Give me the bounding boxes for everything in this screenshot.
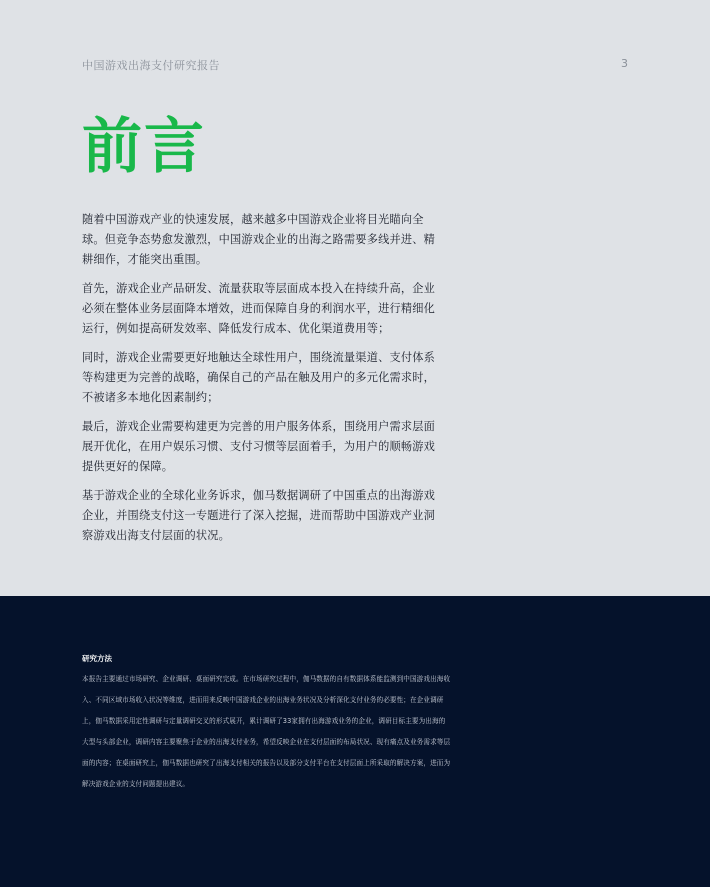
- preface-body: [82, 210, 442, 555]
- paragraph-5: 基于游戏企业的全球化业务诉求，伽马数据调研了中国重点的出海游戏企业，并围绕支付这一专题进行了深入挖掘，进而帮助中国游戏产业洞察游戏出海支付层面的状况。: [82, 489, 436, 542]
- research-method-section: [0, 596, 710, 887]
- report-title: 中国游戏出海支付研究报告: [82, 59, 220, 72]
- paragraph-2: 首先，游戏企业产品研发、流量获取等层面成本投入在持续升高，企业必须在整体业务层面降本增效，进而保障自身的利润水平，进行精细化运行，例如提高研发效率、降低发行成本、优化渠道费用等；: [82, 282, 436, 335]
- preface-heading: 前言: [82, 112, 206, 182]
- research-method-body: 本报告主要通过市场研究、企业调研、桌面研究完成。在市场研究过程中，伽马数据的自有数据体系能监测到中国游戏出海收入、不同区域市场收入状况等维度，进而用来反映中国游戏企业的出海业务状况及分析深化支付业务的必要性；在企业调研上，伽马数据采用定性调研与定量调研交叉的形式展开，累计调研了33家拥有出海游戏业务的企业，调研目标主要为出海的大型与头部企业，调研内容主要聚焦于企业的出海支付业务，希望反映企业在支付层面的布局状况、现有痛点及业务需求等层面的内容；在桌面研究上，伽马数据也研究了出海支付相关的报告以及部分支付平台在支付层面上所采取的解决方案，进而为解决游戏企业的支付问题提出建议。: [82, 675, 451, 788]
- page-number: 3: [621, 57, 628, 70]
- paragraph-4: 最后，游戏企业需要构建更为完善的用户服务体系，围绕用户需求层面展开优化，在用户娱乐习惯、支付习惯等层面着手，为用户的顺畅游戏提供更好的保障。: [82, 420, 436, 473]
- paragraph-3: 同时，游戏企业需要更好地触达全球性用户，围绕流量渠道、支付体系等构建更为完善的战略，确保自己的产品在触及用户的多元化需求时，不被诸多本地化因素制约；: [82, 351, 436, 404]
- research-method-title: 研究方法: [82, 654, 112, 663]
- paragraph-1: 随着中国游戏产业的快速发展，越来越多中国游戏企业将目光瞄向全球。但竞争态势愈发激烈，中国游戏企业的出海之路需要多线并进、精耕细作，才能突出重围。: [82, 213, 436, 266]
